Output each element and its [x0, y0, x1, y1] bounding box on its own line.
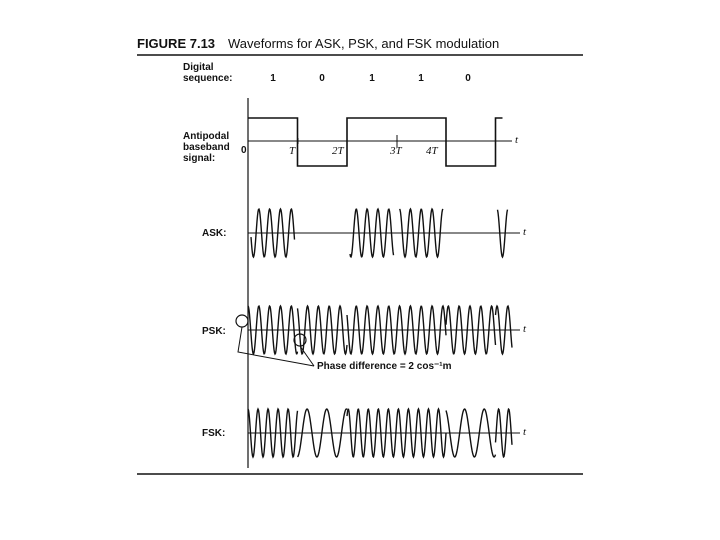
digital-sequence-label-1: Digital — [183, 62, 214, 73]
baseband-waveform — [248, 118, 503, 166]
digital-sequence-label-2: sequence: — [183, 73, 233, 84]
tick-label-2T: 2T — [332, 145, 344, 157]
bit-3: 1 — [369, 73, 375, 84]
figure-label: FIGURE 7.13 — [137, 36, 216, 51]
bit-2: 0 — [319, 73, 325, 84]
tick-label-0: 0 — [241, 145, 247, 156]
bit-4: 1 — [418, 73, 424, 84]
ask-axis-t-label: t — [523, 226, 527, 238]
antipodal-label-3: signal: — [183, 153, 216, 164]
figure-title: Waveforms for ASK, PSK, and FSK modulation — [228, 36, 500, 51]
bit-5: 0 — [465, 73, 471, 84]
ask-label: ASK: — [202, 228, 227, 239]
tick-label-3T: 3T — [390, 145, 402, 157]
tick-label-4T: 4T — [426, 145, 438, 157]
psk-label: PSK: — [202, 326, 226, 337]
antipodal-label-2: baseband — [183, 142, 230, 153]
phase-marker-circle-left — [236, 315, 248, 327]
fsk-label: FSK: — [202, 428, 226, 439]
phase-difference-note: Phase difference = 2 cos⁻¹m — [317, 361, 452, 372]
psk-axis-t-label: t — [523, 323, 527, 335]
bit-1: 1 — [270, 73, 276, 84]
tick-label-T: T — [289, 145, 296, 157]
baseband-axis-t-label: t — [515, 134, 519, 146]
fsk-axis-t-label: t — [523, 426, 527, 438]
antipodal-label-1: Antipodal — [183, 131, 230, 142]
